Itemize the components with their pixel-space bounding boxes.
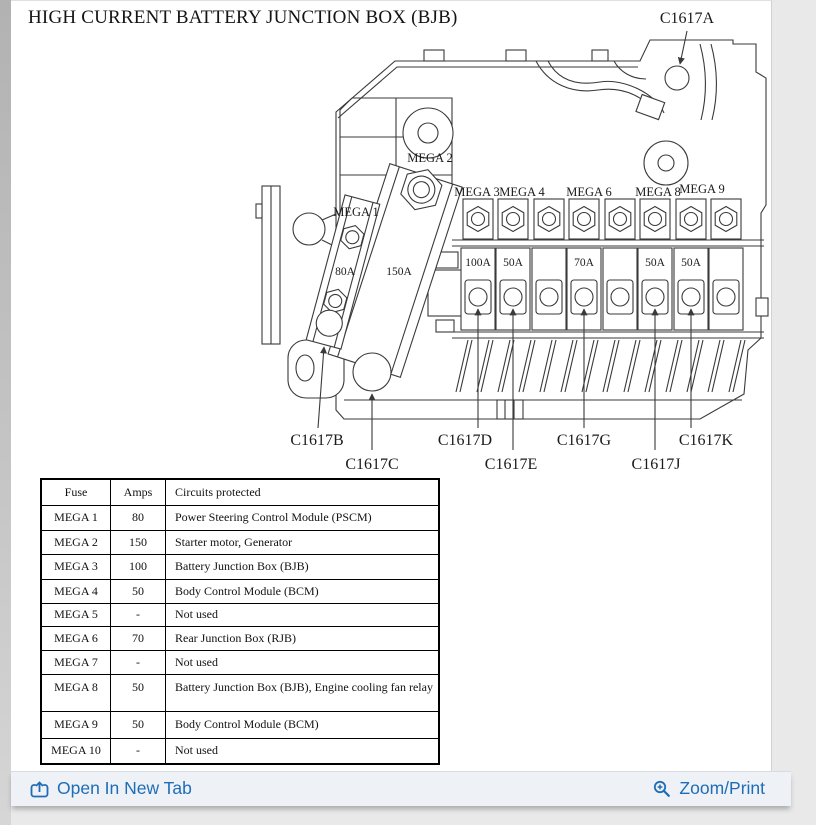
header-fuse: Fuse bbox=[41, 479, 111, 505]
fuse-cell: MEGA 7 bbox=[41, 650, 111, 674]
zoom-print-label: Zoom/Print bbox=[679, 778, 765, 799]
footer-action-bar bbox=[11, 771, 791, 806]
label-c1617b: C1617B bbox=[290, 432, 344, 449]
open-in-new-tab-link[interactable] bbox=[30, 780, 192, 798]
label-mega6: MEGA 6 bbox=[566, 185, 612, 199]
label-mega2: MEGA 2 bbox=[407, 151, 453, 165]
label-c1617e: C1617E bbox=[484, 456, 538, 473]
top-right-washer bbox=[644, 141, 688, 185]
label-mega2-amp: 150A bbox=[386, 266, 412, 278]
amps-cell: 80 bbox=[111, 505, 166, 530]
label-mega6-amp: 70A bbox=[574, 257, 594, 269]
table-header-row bbox=[41, 479, 439, 505]
page-title: HIGH CURRENT BATTERY JUNCTION BOX (BJB) bbox=[28, 7, 458, 28]
label-mega1: MEGA 1 bbox=[333, 205, 379, 219]
fuse-cell: MEGA 3 bbox=[41, 554, 111, 579]
table-row bbox=[41, 579, 439, 603]
amps-cell: 70 bbox=[111, 626, 166, 650]
circuits-cell: Rear Junction Box (RJB) bbox=[166, 626, 440, 650]
circuits-cell: Not used bbox=[166, 603, 440, 626]
amps-cell: 50 bbox=[111, 711, 166, 738]
label-c1617g: C1617G bbox=[556, 432, 612, 449]
left-bracket bbox=[293, 213, 336, 247]
label-mega4-amp: 50A bbox=[503, 257, 523, 269]
table-row bbox=[41, 505, 439, 530]
amps-cell: - bbox=[111, 738, 166, 764]
label-mega3: MEGA 3 bbox=[454, 185, 500, 199]
circuits-cell: Power Steering Control Module (PSCM) bbox=[166, 505, 440, 530]
circuits-cell: Body Control Module (BCM) bbox=[166, 579, 440, 603]
fuse-cell: MEGA 6 bbox=[41, 626, 111, 650]
amps-cell: 150 bbox=[111, 530, 166, 554]
label-c1617j: C1617J bbox=[631, 456, 681, 473]
fuse-cell: MEGA 10 bbox=[41, 738, 111, 764]
label-mega8: MEGA 8 bbox=[635, 185, 681, 199]
label-mega4: MEGA 4 bbox=[499, 185, 545, 199]
label-c1617a: C1617A bbox=[659, 10, 715, 27]
c1617a-stud bbox=[665, 66, 689, 90]
circuits-cell: Not used bbox=[166, 650, 440, 674]
label-mega8-amp: 50A bbox=[645, 257, 665, 269]
fuse-table bbox=[40, 478, 440, 765]
amps-cell: 50 bbox=[111, 579, 166, 603]
circuits-cell: Body Control Module (BCM) bbox=[166, 711, 440, 738]
table-row bbox=[41, 711, 439, 738]
table-row bbox=[41, 650, 439, 674]
fuse-cell: MEGA 2 bbox=[41, 530, 111, 554]
fuse-cell: MEGA 1 bbox=[41, 505, 111, 530]
amps-cell: 50 bbox=[111, 674, 166, 711]
fuse-cell: MEGA 4 bbox=[41, 579, 111, 603]
fuse-cell: MEGA 8 bbox=[41, 674, 111, 711]
table-row bbox=[41, 603, 439, 626]
zoom-print-link[interactable] bbox=[653, 780, 765, 798]
table-row bbox=[41, 554, 439, 579]
label-mega3-amp: 100A bbox=[465, 257, 491, 269]
label-c1617d: C1617D bbox=[437, 432, 493, 449]
label-c1617c: C1617C bbox=[345, 456, 399, 473]
table-row bbox=[41, 530, 439, 554]
label-c1617k: C1617K bbox=[678, 432, 734, 449]
c1617c-stud bbox=[353, 353, 391, 391]
zoom-print-icon bbox=[653, 780, 671, 798]
wiring-harness bbox=[536, 44, 716, 120]
open-in-new-tab-icon bbox=[30, 781, 49, 798]
table-row bbox=[41, 738, 439, 764]
header-circuits: Circuits protected bbox=[166, 479, 440, 505]
fuse-cell: MEGA 5 bbox=[41, 603, 111, 626]
label-mega9: MEGA 9 bbox=[679, 182, 725, 196]
amps-cell: - bbox=[111, 603, 166, 626]
circuits-cell: Starter motor, Generator bbox=[166, 530, 440, 554]
circuits-cell: Battery Junction Box (BJB), Engine cooling fan relay bbox=[166, 674, 440, 711]
header-amps: Amps bbox=[111, 479, 166, 505]
fuse-cell: MEGA 9 bbox=[41, 711, 111, 738]
label-mega1-amp: 80A bbox=[335, 266, 355, 278]
table-row bbox=[41, 626, 439, 650]
amps-cell: 100 bbox=[111, 554, 166, 579]
label-mega9-amp: 50A bbox=[681, 257, 701, 269]
amps-cell: - bbox=[111, 650, 166, 674]
circuits-cell: Not used bbox=[166, 738, 440, 764]
circuits-cell: Battery Junction Box (BJB) bbox=[166, 554, 440, 579]
open-in-new-tab-label: Open In New Tab bbox=[57, 778, 192, 799]
table-row bbox=[41, 674, 439, 711]
